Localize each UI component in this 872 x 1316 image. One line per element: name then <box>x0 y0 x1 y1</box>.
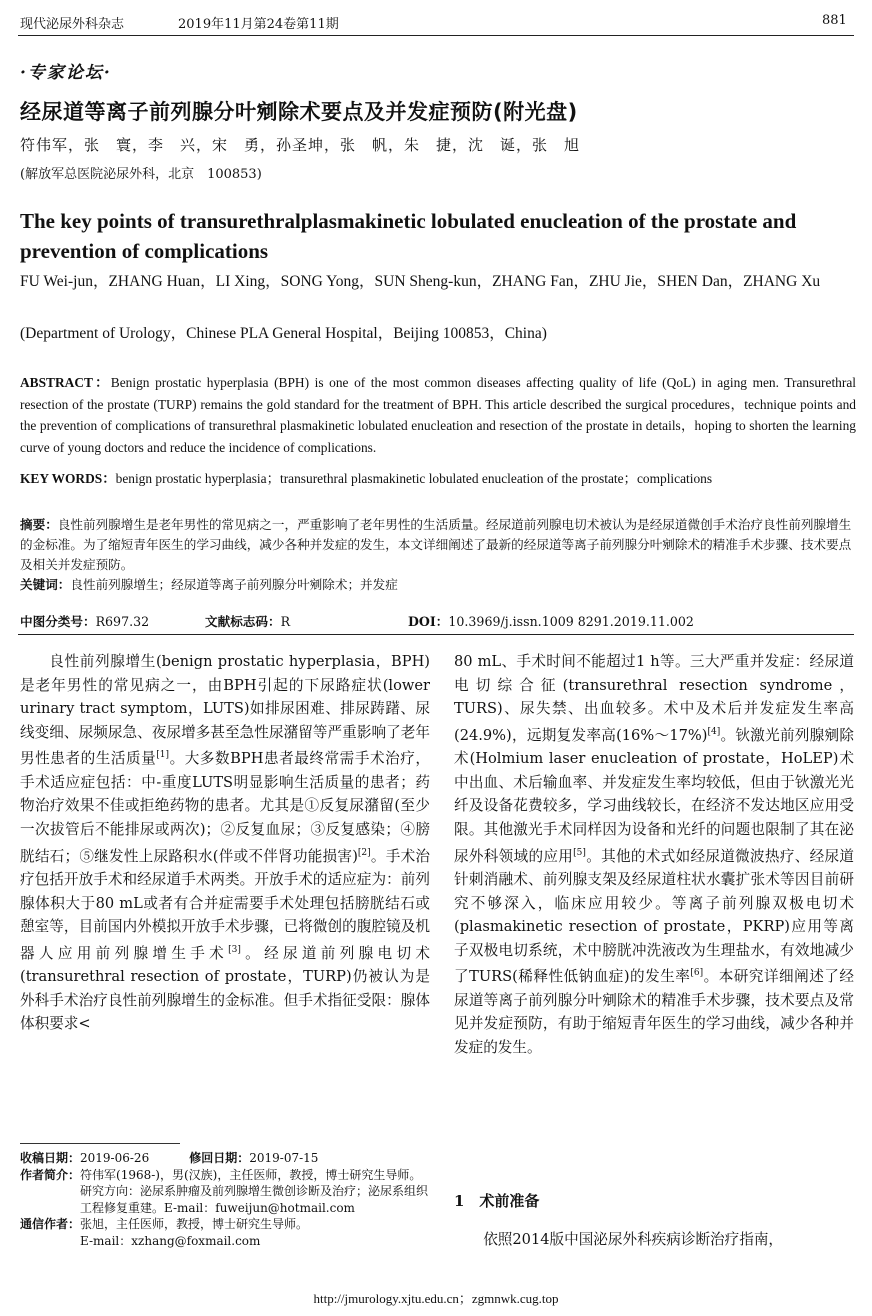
body-text: 。手术治疗包括开放手术和经尿道手术两类。开放手术的适应症为：前列腺体积大于80 mL或者有合并症需要手术处理包括膀胱结石或憩室等，目前国内外模拟开放手术步骤，已将微创的腹腔镜及机器人应用前列腺增生手术 <box>20 847 430 962</box>
clc-number <box>20 611 149 630</box>
issue-info: 2019年11月第24卷第11期 <box>178 17 339 32</box>
keywords-cn-label: 关键词： <box>20 577 71 592</box>
body-text: 。钬激光前列腺剜除术(Holmium laser enucleation of prostate，HoLEP)术中出血、术后输血率、并发症发生率均较低，但由于钬激光光纤及设备花费较多，学习曲线较长，在经济不发达地区应用受限。其他激光手术同样因为设备和光纤的问题也限制了其在泌尿外科领域的应用 <box>454 726 854 865</box>
clc-value: R697.32 <box>95 614 150 629</box>
footnotes <box>20 1150 430 1249</box>
abstract-rule <box>18 634 854 635</box>
clc-label: 中图分类号： <box>20 614 96 629</box>
author-bio-label: 作者简介： <box>20 1167 81 1182</box>
affiliation-cn: (解放军总医院泌尿外科，北京 100853) <box>20 167 262 182</box>
doc-code-value: R <box>280 614 291 629</box>
revised-value: 2019-07-15 <box>249 1151 319 1165</box>
abstract-en <box>20 372 856 458</box>
citation-1: [1] <box>156 750 170 761</box>
article-title-en: The key points of transurethralplasmakinetic lobulated enucleation of the prostate and prevention of complications <box>20 209 797 263</box>
keywords-cn-text: 良性前列腺增生；经尿道等离子前列腺分叶剜除术；并发症 <box>70 577 398 592</box>
footer-urls: http://jmurology.xjtu.edu.cn；zgmnwk.cug.top <box>313 1291 559 1306</box>
corr-email: E-mail：xzhang@foxmail.com <box>80 1233 261 1248</box>
page-number: 881 <box>822 13 847 28</box>
abstract-en-label: ABSTRACT： <box>20 375 111 390</box>
journal-name: 现代泌尿外科杂志 <box>20 17 125 32</box>
doi-value: 10.3969/j.issn.1009 8291.2019.11.002 <box>448 614 694 629</box>
article-title-cn: 经尿道等离子前列腺分叶剜除术要点及并发症预防(附光盘) <box>20 100 578 124</box>
footnote-rule <box>20 1143 180 1144</box>
abstract-cn-label: 摘要： <box>20 517 58 532</box>
abstract-cn-text: 良性前列腺增生是老年男性的常见病之一，严重影响了老年男性的生活质量。经尿道前列腺电切术被认为是经尿道微创手术治疗良性前列腺增生的金标准。为了缩短青年医生的学习曲线，减少各种并发症的发生，本文详细阐述了最新的经尿道等离子前列腺分叶剜除术的精准手术步骤、技术要点及相关并发症预防。 <box>20 517 852 572</box>
affiliation-en: (Department of Urology，Chinese PLA General Hospital，Beijing 100853，China) <box>20 325 547 342</box>
keywords-en-label: KEY WORDS： <box>20 471 116 486</box>
doc-code-label: 文献标志码： <box>205 614 281 629</box>
body-right-column <box>454 650 854 1060</box>
body-text: 良性前列腺增生(benign prostatic hyperplasia，BPH)是老年男性的常见病之一，由BPH引起的下尿路症状(lower urinary tract symptom，LUTS)如排尿困难、排尿踌躇、尿线变细、尿频尿急、夜尿增多甚至急性尿潴留等严重影响了老年男性患者的生活质量 <box>20 653 430 768</box>
citation-3: [3] <box>228 944 241 955</box>
abstract-en-text: Benign prostatic hyperplasia (BPH) is one of the most common diseases affecting quality of life (QoL) in aging men. Transurethral resection of the prostate (TURP) remains the gold standard for the treatment of BPH. This article described the surgical procedures，technique points and the prevention of complications of transurethral plasmakinetic lobulated enucleation and resection of the prostate in details，hoping to shorten the learning curve of young doctors and reduce the incidence of complications. <box>20 375 856 455</box>
received-date <box>20 1150 430 1167</box>
corr-text: 张旭，主任医师，教授，博士研究生导师。 <box>80 1217 309 1231</box>
author-bio-text: 符伟军(1968-)，男(汉族)，主任医师，教授，博士研究生导师。研究方向：泌尿系肿瘤及前列腺增生微创诊断及治疗；泌尿系组织工程修复重建。E-mail：fuweijun@hotmail.com <box>80 1167 429 1215</box>
authors-cn: 符伟军，张 寰，李 兴，宋 勇，孙圣坤，张 帆，朱 捷，沈 诞，张 旭 <box>20 136 581 154</box>
doi <box>408 611 694 630</box>
citation-5: [5] <box>573 847 586 858</box>
body-text: 。本研究详细阐述了经尿道等离子前列腺分叶剜除术的精准手术步骤，技术要点及常见并发症预防，有助于缩短青年医生的学习曲线，减少各种并发症的发生。 <box>454 968 854 1057</box>
body-text: 。大多数BPH患者最终常需手术治疗，手术适应症包括：中-重度LUTS明显影响生活质量的患者；药物治疗效果不佳或拒绝药物的患者。尤其是①反复尿潴留(至少一次拔管后不能排尿或两次)；②反复血尿；③反复感染；④膀胱结石；⑤继发性上尿路积水(伴或不伴肾功能损害) <box>20 750 430 865</box>
body-paragraph <box>454 650 854 1060</box>
body-left-column <box>20 650 430 1036</box>
abstract-cn <box>20 515 856 595</box>
citation-2: [2] <box>357 847 371 858</box>
body-paragraph <box>20 650 430 1036</box>
document-code <box>205 611 290 630</box>
body-text: 。其他的术式如经尿道微波热疗、经尿道针刺消融术、前列腺支架及经尿道柱状水囊扩张术等因目前研究不够深入，临床应用较少。等离子前列腺双极电切术(plasmakinetic resection of prostate，PKRP)应用等离子双极电切系统，术中膀胱冲洗液改为生理盐水，有效地减少了TURS(稀释性低钠血症)的发生率 <box>454 847 854 986</box>
keywords-en <box>20 468 856 487</box>
header-rule <box>18 35 854 36</box>
received-label: 收稿日期： <box>20 1151 81 1165</box>
column-label: ·专家论坛· <box>20 63 112 83</box>
body-text: 80 mL、手术时间不能超过1 h等。三大严重并发症：经尿道电切综合征(transurethral resection syndrome，TURS)、尿失禁、出血较多。术中及术后并发症发生率高(24.9%)，远期复发率高(16%～17%) <box>454 653 854 744</box>
section-body <box>454 1228 854 1252</box>
body-paragraph: 依照2014版中国泌尿外科疾病诊断治疗指南， <box>483 1231 784 1248</box>
citation-4: [4] <box>707 726 721 737</box>
revised-label: 修回日期： <box>189 1151 250 1165</box>
keywords-en-text: benign prostatic hyperplasia；transurethral plasmakinetic lobulated enucleation of the prostate；complications <box>115 471 713 486</box>
corresponding-author <box>20 1216 430 1233</box>
section-heading: 1 术前准备 <box>454 1192 540 1210</box>
authors-en: FU Wei-jun，ZHANG Huan，LI Xing，SONG Yong，SUN Sheng-kun，ZHANG Fan，ZHU Jie，SHEN Dan，ZHANG Xu <box>20 273 821 290</box>
citation-6: [6] <box>690 968 704 979</box>
author-bio <box>20 1167 430 1217</box>
doi-label: DOI： <box>408 614 449 629</box>
received-value: 2019-06-26 <box>80 1151 150 1165</box>
body-text: 。经尿道前列腺电切术(transurethral resection of prostate，TURP)仍被认为是外科手术治疗良性前列腺增生的金标准。但手术指征受限：腺体体积要求< <box>20 944 430 1033</box>
corr-label: 通信作者： <box>20 1217 81 1231</box>
